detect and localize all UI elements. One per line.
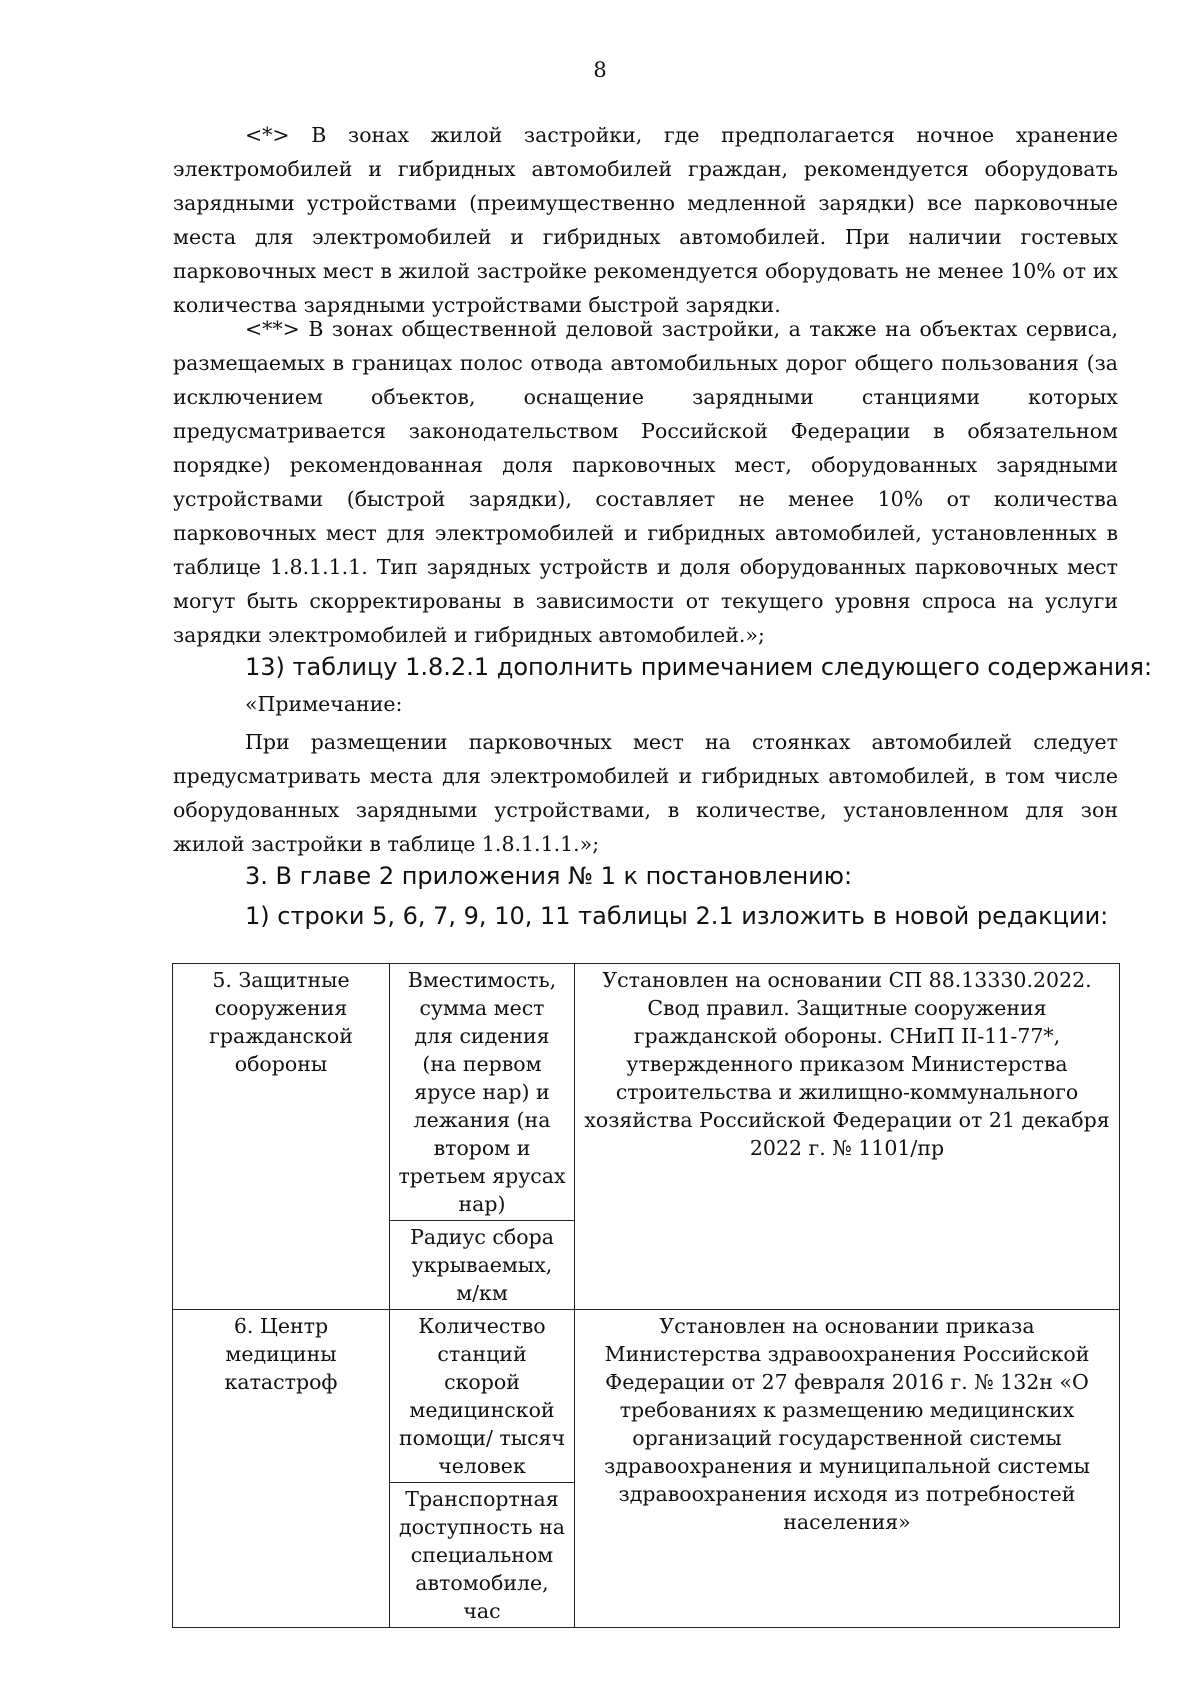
paragraph-note — [173, 725, 1118, 861]
table-cell-indicator: Транспортная доступность на специальном автомобиле, час — [390, 1483, 575, 1628]
table-cell-indicator: Радиус сбора укрываемых, м/км — [390, 1221, 575, 1310]
table-2-1-rows — [172, 963, 1120, 1628]
note-label: «Примечание: — [245, 692, 403, 716]
table-row — [173, 1310, 1120, 1483]
chapter-3-heading: 3. В главе 2 приложения № 1 к постановлению: — [245, 862, 853, 890]
item-1-heading: 1) строки 5, 6, 7, 9, 10, 11 таблицы 2.1 изложить в новой редакции: — [245, 902, 1109, 930]
table-cell-name: 6. Центр медицины катастроф — [173, 1310, 390, 1628]
table-cell-basis: Установлен на основании приказа Министерства здравоохранения Российской Федерации от 27 февраля 2016 г. № 132н «О требованиях к размещению медицинских организаций государственной системы здравоохранения и муниципальной системы здравоохранения исходя из потребностей населения» — [575, 1310, 1120, 1628]
item-13-heading: 13) таблицу 1.8.2.1 дополнить примечанием следующего содержания: — [245, 653, 1153, 681]
table-cell-indicator: Вместимость, сумма мест для сидения (на первом ярусе нар) и лежания (на втором и третьем ярусах нар) — [390, 964, 575, 1221]
paragraph-text: <*> В зонах жилой застройки, где предполагается ночное хранение электромобилей и гибридных автомобилей граждан, рекомендуется оборудовать зарядными устройствами (преимущественно медленной зарядки) все парковочные места для электромобилей и гибридных автомобилей. При наличии гостевых парковочных мест в жилой застройке рекомендуется оборудовать не менее 10% от их количества зарядными устройствами быстрой зарядки. — [173, 123, 1118, 317]
page-number: 8 — [593, 58, 607, 82]
table-cell-indicator: Количество станций скорой медицинской помощи/ тысяч человек — [390, 1310, 575, 1483]
paragraph-footnote-2 — [173, 312, 1118, 652]
table-row — [173, 964, 1120, 1221]
table-cell-basis: Установлен на основании СП 88.13330.2022. Свод правил. Защитные сооружения гражданской обороны. СНиП II-11-77*, утвержденного приказом Министерства строительства и жилищно-коммунального хозяйства Российской Федерации от 21 декабря 2022 г. № 1101/пр — [575, 964, 1120, 1310]
paragraph-text: <**> В зонах общественной деловой застройки, а также на объектах сервиса, размещаемых в границах полос отвода автомобильных дорог общего пользования (за исключением объектов, оснащение зарядными станциями которых предусматривается законодательством Российской Федерации в обязательном порядке) рекомендованная доля парковочных мест, оборудованных зарядными устройствами (быстрой зарядки), составляет не менее 10% от количества парковочных мест для электромобилей и гибридных автомобилей, установленных в таблице 1.8.1.1.1. Тип зарядных устройств и доля оборудованных парковочных мест могут быть скорректированы в зависимости от текущего уровня спроса на услуги зарядки электромобилей и гибридных автомобилей.»; — [173, 317, 1118, 647]
table-cell-name: 5. Защитные сооружения гражданской обороны — [173, 964, 390, 1310]
paragraph-text: При размещении парковочных мест на стоянках автомобилей следует предусматривать места для электромобилей и гибридных автомобилей, в том числе оборудованных зарядными устройствами, в количестве, установленном для зон жилой застройки в таблице 1.8.1.1.1.»; — [173, 730, 1118, 856]
paragraph-footnote-1 — [173, 118, 1118, 322]
